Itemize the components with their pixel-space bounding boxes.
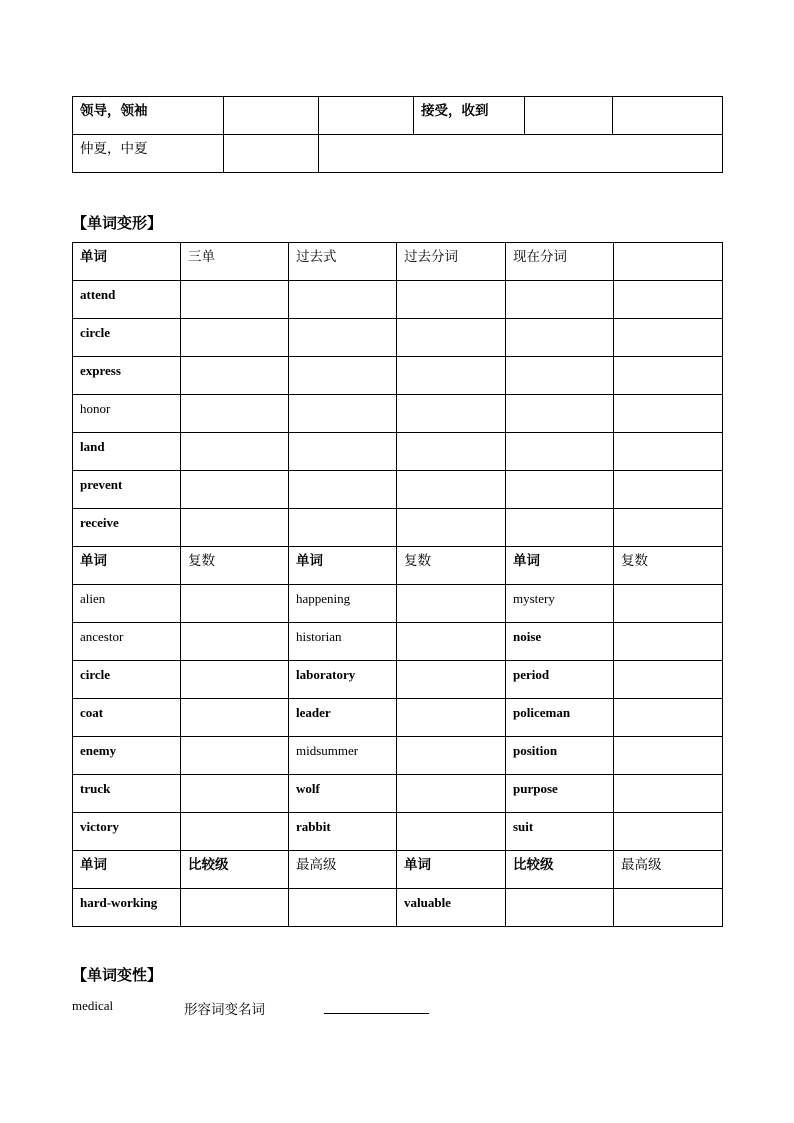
column-header: 单词 — [73, 547, 181, 585]
answer-cell[interactable] — [289, 471, 397, 509]
table-row — [73, 433, 723, 471]
word-cell: prevent — [73, 471, 181, 509]
word-cell: noise — [506, 623, 614, 661]
word-cell: circle — [73, 661, 181, 699]
answer-cell[interactable] — [319, 135, 723, 173]
answer-cell[interactable] — [397, 433, 506, 471]
answer-cell[interactable] — [289, 395, 397, 433]
answer-cell[interactable] — [614, 509, 723, 547]
table-row — [73, 661, 723, 699]
answer-cell[interactable] — [181, 395, 289, 433]
word-cell: suit — [506, 813, 614, 851]
column-header: 三单 — [181, 243, 289, 281]
answer-cell[interactable] — [397, 737, 506, 775]
answer-cell[interactable] — [506, 319, 614, 357]
answer-cell[interactable] — [289, 509, 397, 547]
answer-cell[interactable] — [397, 319, 506, 357]
answer-cell[interactable] — [289, 319, 397, 357]
word-cell: purpose — [506, 775, 614, 813]
word-cell: honor — [73, 395, 181, 433]
answer-cell[interactable] — [614, 623, 723, 661]
table-row — [73, 813, 723, 851]
column-header: 比较级 — [506, 851, 614, 889]
column-header: 最高级 — [614, 851, 723, 889]
answer-cell[interactable] — [614, 395, 723, 433]
word-cell: enemy — [73, 737, 181, 775]
header-row — [73, 851, 723, 889]
table-row — [73, 509, 723, 547]
answer-cell[interactable] — [397, 357, 506, 395]
answer-cell[interactable] — [181, 623, 289, 661]
column-header: 复数 — [614, 547, 723, 585]
section-title-part-of-speech: 【单词变性】 — [72, 966, 163, 984]
answer-cell[interactable] — [397, 775, 506, 813]
table-row — [73, 889, 723, 927]
part-of-speech-exercise — [72, 998, 472, 1018]
table-row — [73, 471, 723, 509]
section-title-word-forms: 【单词变形】 — [72, 214, 163, 232]
answer-cell[interactable] — [506, 433, 614, 471]
word-cell: hard-working — [73, 889, 181, 927]
word-cell: position — [506, 737, 614, 775]
word-cell: midsummer — [289, 737, 397, 775]
answer-cell[interactable] — [397, 813, 506, 851]
answer-cell[interactable] — [397, 661, 506, 699]
word-cell: happening — [289, 585, 397, 623]
answer-cell[interactable] — [506, 395, 614, 433]
column-header: 现在分词 — [506, 243, 614, 281]
answer-cell[interactable] — [506, 357, 614, 395]
column-header: 最高级 — [289, 851, 397, 889]
word-cell: rabbit — [289, 813, 397, 851]
answer-cell[interactable] — [614, 661, 723, 699]
answer-cell[interactable] — [181, 699, 289, 737]
table-row — [73, 699, 723, 737]
word-cell: mystery — [506, 585, 614, 623]
answer-cell[interactable] — [614, 775, 723, 813]
answer-cell[interactable] — [181, 509, 289, 547]
table-row — [73, 585, 723, 623]
word-cell: wolf — [289, 775, 397, 813]
word-cell: circle — [73, 319, 181, 357]
answer-cell[interactable] — [614, 737, 723, 775]
pos-rule: 形容词变名词 — [184, 1002, 265, 1018]
answer-cell[interactable] — [289, 433, 397, 471]
header-row — [73, 547, 723, 585]
header-row — [73, 243, 723, 281]
answer-cell[interactable] — [289, 281, 397, 319]
answer-cell[interactable] — [289, 889, 397, 927]
column-header: 过去式 — [289, 243, 397, 281]
answer-cell[interactable] — [506, 281, 614, 319]
answer-cell[interactable] — [397, 281, 506, 319]
answer-cell[interactable] — [614, 471, 723, 509]
table-row — [73, 737, 723, 775]
word-cell: land — [73, 433, 181, 471]
table-row — [73, 97, 723, 135]
answer-cell[interactable] — [181, 585, 289, 623]
table-row — [73, 623, 723, 661]
answer-cell[interactable] — [181, 433, 289, 471]
word-cell: policeman — [506, 699, 614, 737]
word-cell: coat — [73, 699, 181, 737]
word-cell: historian — [289, 623, 397, 661]
answer-blank[interactable] — [324, 1013, 429, 1014]
word-cell: receive — [73, 509, 181, 547]
answer-cell[interactable] — [506, 889, 614, 927]
answer-cell[interactable] — [614, 243, 723, 281]
answer-cell[interactable] — [525, 97, 613, 135]
word-cell: laboratory — [289, 661, 397, 699]
answer-cell[interactable] — [181, 357, 289, 395]
word-cell: express — [73, 357, 181, 395]
column-header: 单词 — [73, 243, 181, 281]
column-header: 复数 — [181, 547, 289, 585]
column-header: 单词 — [397, 851, 506, 889]
answer-cell[interactable] — [397, 395, 506, 433]
answer-cell[interactable] — [181, 889, 289, 927]
answer-cell[interactable] — [614, 889, 723, 927]
answer-cell[interactable] — [614, 319, 723, 357]
word-cell: leader — [289, 699, 397, 737]
table-row — [73, 281, 723, 319]
answer-cell[interactable] — [181, 661, 289, 699]
column-header: 单词 — [289, 547, 397, 585]
answer-cell[interactable] — [614, 357, 723, 395]
vocab-cell: 领导，领袖 — [73, 97, 224, 135]
answer-cell[interactable] — [397, 699, 506, 737]
answer-cell[interactable] — [397, 471, 506, 509]
answer-cell[interactable] — [614, 813, 723, 851]
top-vocab-table — [72, 96, 723, 173]
word-forms-table — [72, 242, 723, 927]
column-header: 比较级 — [181, 851, 289, 889]
column-header: 复数 — [397, 547, 506, 585]
word-cell: valuable — [397, 889, 506, 927]
answer-cell[interactable] — [397, 623, 506, 661]
vocab-cell: 仲夏，中夏 — [73, 135, 224, 173]
column-header: 过去分词 — [397, 243, 506, 281]
vocab-cell: 接受，收到 — [414, 97, 525, 135]
answer-cell[interactable] — [224, 135, 319, 173]
word-cell: truck — [73, 775, 181, 813]
answer-cell[interactable] — [181, 281, 289, 319]
answer-cell[interactable] — [506, 471, 614, 509]
answer-cell[interactable] — [319, 97, 414, 135]
word-cell: attend — [73, 281, 181, 319]
answer-cell[interactable] — [181, 471, 289, 509]
answer-cell[interactable] — [181, 775, 289, 813]
table-row — [73, 395, 723, 433]
answer-cell[interactable] — [181, 813, 289, 851]
answer-cell[interactable] — [181, 737, 289, 775]
word-cell: period — [506, 661, 614, 699]
answer-cell[interactable] — [614, 585, 723, 623]
answer-cell[interactable] — [397, 509, 506, 547]
table-row — [73, 775, 723, 813]
answer-cell[interactable] — [613, 97, 723, 135]
answer-cell[interactable] — [397, 585, 506, 623]
column-header: 单词 — [73, 851, 181, 889]
answer-cell[interactable] — [289, 357, 397, 395]
word-cell: ancestor — [73, 623, 181, 661]
answer-cell[interactable] — [506, 509, 614, 547]
answer-cell[interactable] — [224, 97, 319, 135]
table-row — [73, 357, 723, 395]
word-cell: victory — [73, 813, 181, 851]
answer-cell[interactable] — [614, 699, 723, 737]
answer-cell[interactable] — [181, 319, 289, 357]
word-cell: alien — [73, 585, 181, 623]
pos-word: medical — [72, 998, 114, 1013]
answer-cell[interactable] — [614, 281, 723, 319]
table-row — [73, 319, 723, 357]
table-row — [73, 135, 723, 173]
answer-cell[interactable] — [614, 433, 723, 471]
column-header: 单词 — [506, 547, 614, 585]
